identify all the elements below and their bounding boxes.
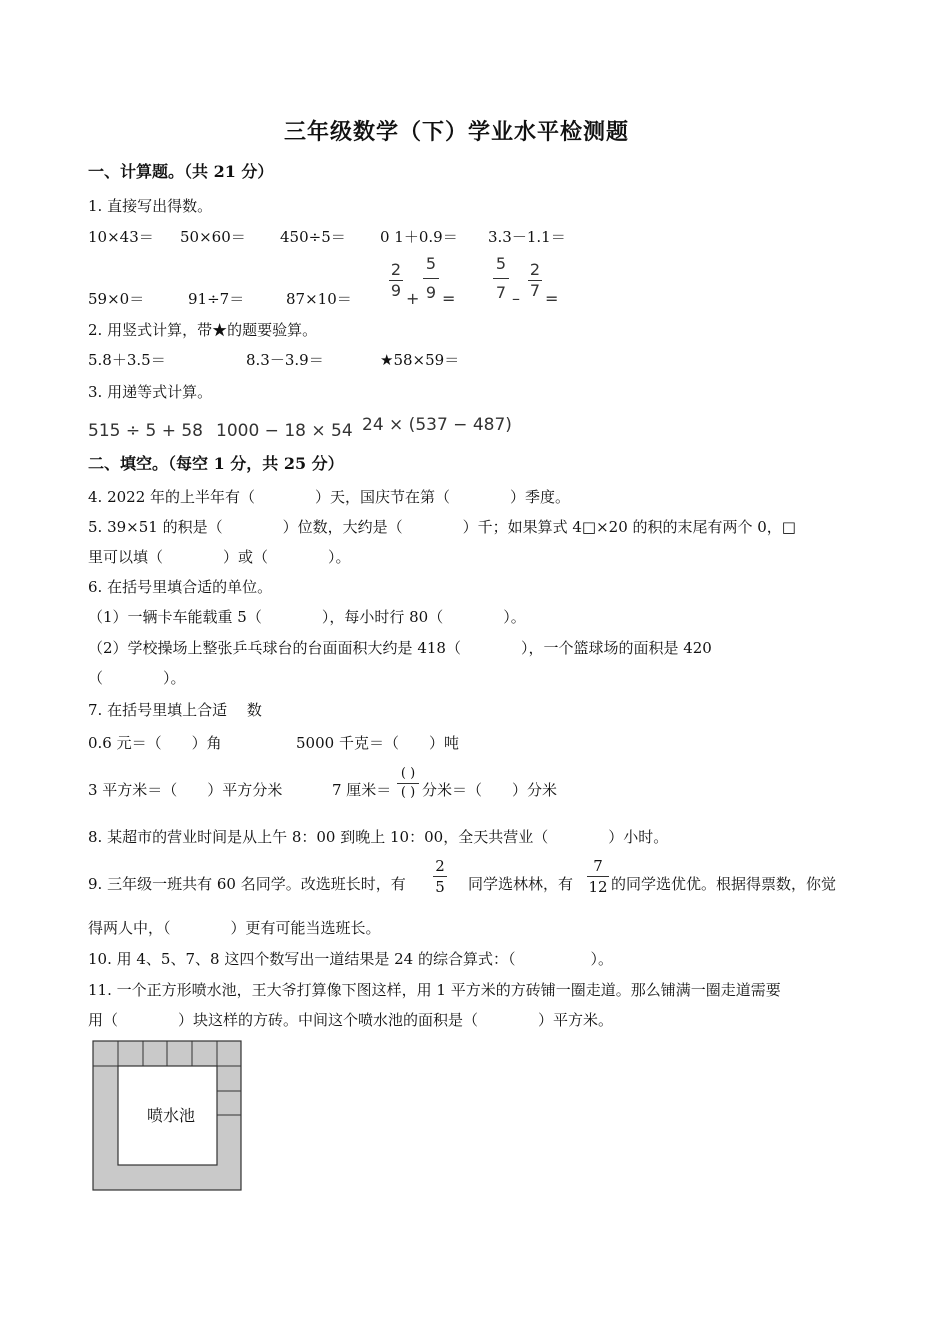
q2-item: ★58×59＝	[380, 351, 460, 369]
q1-item: 10×43＝	[88, 228, 154, 246]
section-1-heading: 一、计算题。（共 21 分）	[88, 162, 274, 181]
q2-item: 8.3－3.9＝	[246, 351, 324, 369]
q7-stem: 7. 在括号里填上合适 数	[88, 701, 262, 719]
q3-item: 515 ÷ 5 + 58	[88, 421, 203, 441]
q1-item: 87×10＝	[286, 290, 352, 308]
q3-stem: 3. 用递等式计算。	[88, 383, 213, 401]
q9-line2: 得两人中，（ ）更有可能当选班长。	[88, 919, 381, 937]
numerator: 5	[495, 254, 507, 273]
q9-middle: 同学选林林，有	[468, 875, 574, 893]
q10: 10. 用 4、5、7、8 这四个数写出一道结果是 24 的综合算式：（ ）。	[88, 950, 613, 968]
q1-item: 450÷5＝	[280, 228, 346, 246]
q3-item: 1000 − 18 × 54	[216, 421, 353, 441]
section-2-heading: 二、填空。（每空 1 分，共 25 分）	[88, 454, 344, 473]
denominator: 9	[425, 283, 437, 302]
denominator: 12	[588, 878, 608, 896]
fraction	[389, 262, 403, 299]
operator: –	[512, 289, 520, 308]
denominator: 7	[529, 281, 541, 300]
fraction	[493, 256, 509, 301]
q7-a: 0.6 元＝（ ）角	[88, 734, 222, 752]
q5-line1: 5. 39×51 的积是（ ）位数，大约是（ ）千；如果算式 4□×20 的积的末尾有两个 0，□	[88, 518, 796, 536]
q9-prefix: 9. 三年级一班共有 60 名同学。改选班长时，有	[88, 875, 406, 893]
fraction	[433, 858, 447, 895]
numerator: 2	[435, 857, 445, 875]
fraction	[587, 858, 609, 895]
equals: =	[442, 289, 456, 308]
q2-item: 5.8＋3.5＝	[88, 351, 166, 369]
denominator: 7	[495, 283, 507, 302]
q5-line2: 里可以填（ ）或（ ）。	[88, 548, 351, 566]
q7-d-prefix: 7 厘米＝	[332, 781, 392, 799]
denominator: ( )	[400, 785, 416, 800]
blank-fraction	[397, 767, 419, 800]
q3-item: 24 × (537 − 487)	[362, 415, 512, 435]
q4: 4. 2022 年的上半年有（ ）天，国庆节在第（ ）季度。	[88, 488, 571, 506]
numerator: 7	[593, 857, 603, 875]
q7-b: 5000 千克＝（ ）吨	[296, 734, 459, 752]
q1-item: 0 1＋0.9＝	[380, 228, 458, 246]
q7-d-suffix: 分米＝（ ）分米	[422, 781, 558, 799]
q1-stem: 1. 直接写出得数。	[88, 197, 213, 215]
denominator: 9	[390, 281, 402, 300]
q7-c: 3 平方米＝（ ）平方分米	[88, 781, 283, 799]
equals: =	[545, 289, 559, 308]
q11-line1: 11. 一个正方形喷水池，王大爷打算像下图这样，用 1 平方米的方砖铺一圈走道。那么铺满一圈走道需要	[88, 981, 781, 999]
q11-line2: 用（ ）块这样的方砖。中间这个喷水池的面积是（ ）平方米。	[88, 1011, 614, 1029]
q1-item: 50×60＝	[180, 228, 246, 246]
q6-part2-cont: （ ）。	[88, 669, 186, 687]
q1-item: 91÷7＝	[188, 290, 245, 308]
fountain-label: 喷水池	[147, 1106, 196, 1125]
q8: 8. 某超市的营业时间是从上午 8：00 到晚上 10：00，全天共营业（ ）小时。	[88, 828, 669, 846]
q2-stem: 2. 用竖式计算，带★的题要验算。	[88, 321, 318, 339]
q6-part1: （1）一辆卡车能载重 5（ ），每小时行 80（ ）。	[88, 608, 526, 626]
numerator: 2	[390, 260, 402, 279]
operator: +	[406, 289, 420, 308]
denominator: 5	[435, 878, 445, 896]
q1-item: 59×0＝	[88, 290, 145, 308]
fraction	[423, 256, 439, 301]
numerator: 2	[529, 260, 541, 279]
q1-item: 3.3－1.1＝	[488, 228, 566, 246]
q9-suffix: 的同学选优优。根据得票数，你觉	[611, 875, 837, 893]
page-title: 三年级数学（下）学业水平检测题	[284, 119, 630, 145]
q6-stem: 6. 在括号里填合适的单位。	[88, 578, 273, 596]
q6-part2: （2）学校操场上整张乒乓球台的台面面积大约是 418（ ），一个篮球场的面积是 420	[88, 639, 712, 657]
numerator: ( )	[400, 766, 416, 781]
numerator: 5	[425, 254, 437, 273]
fraction	[528, 262, 542, 299]
